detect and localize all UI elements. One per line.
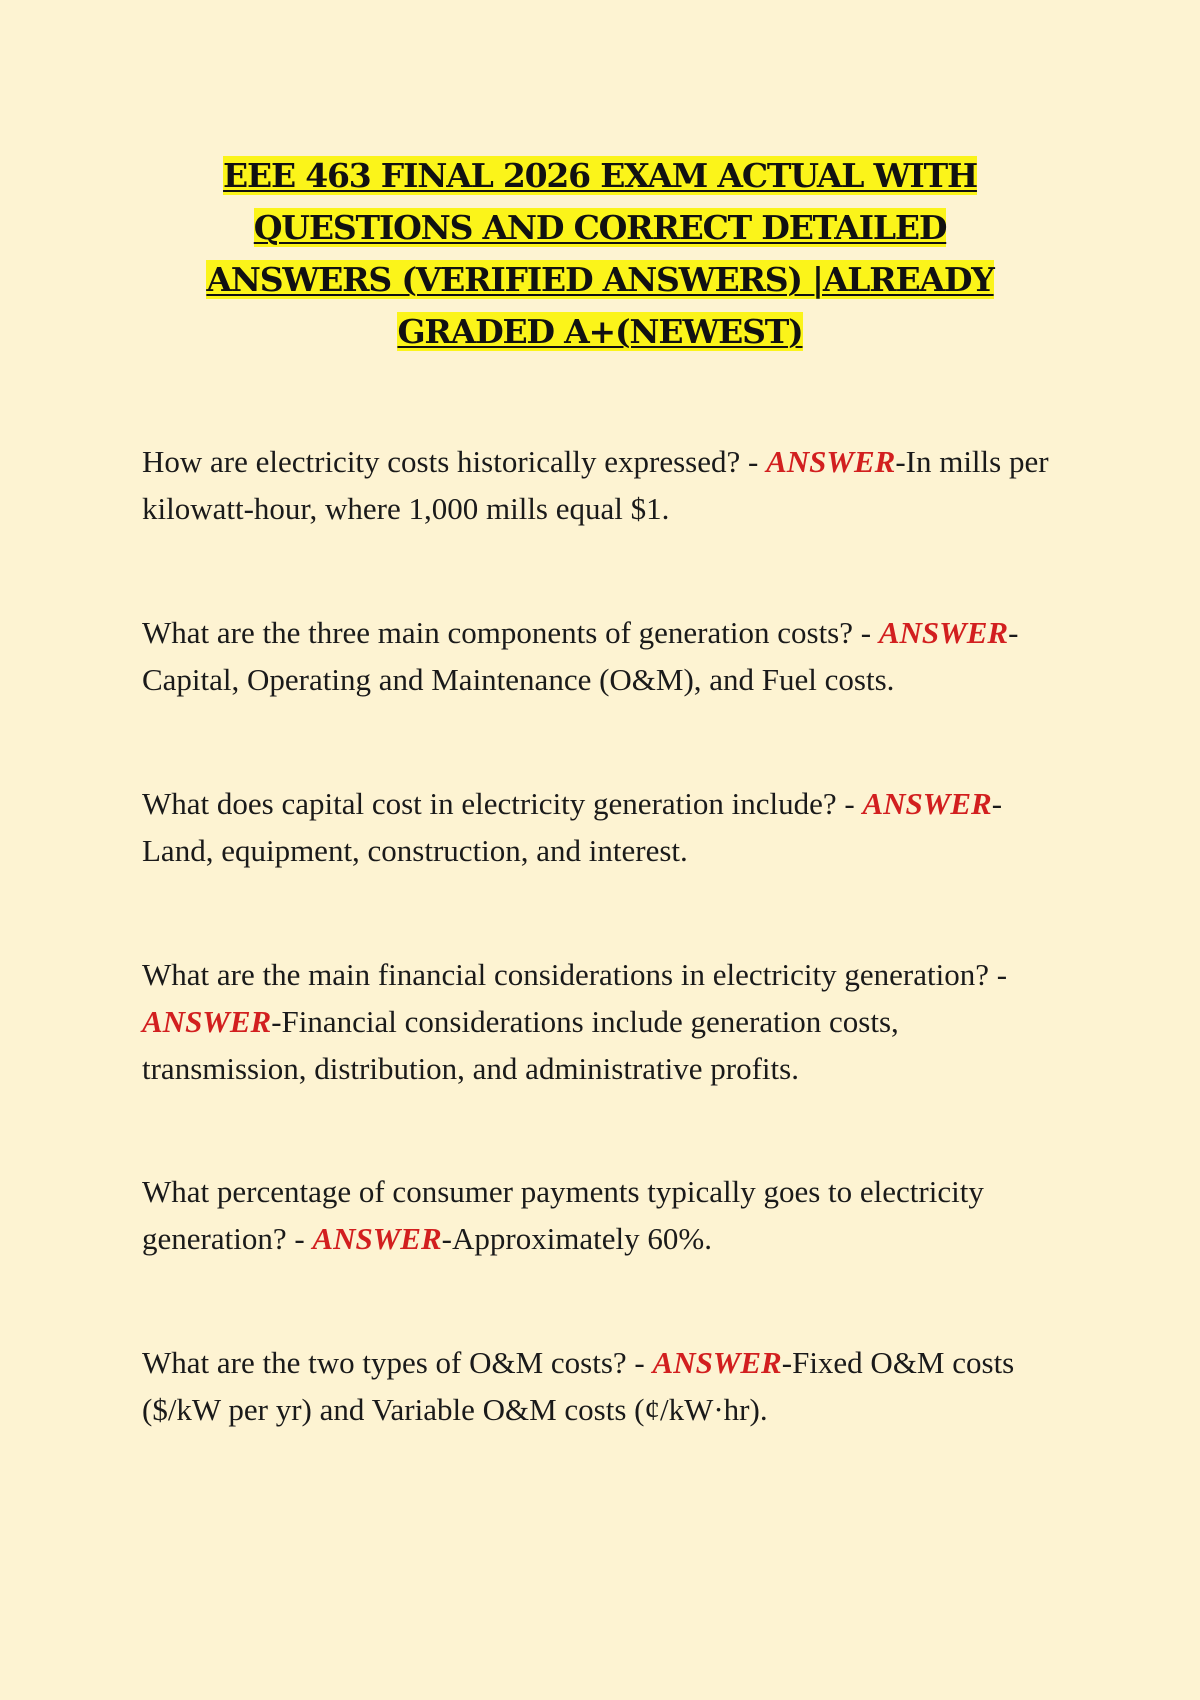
question-text: What are the two types of O&M costs? - [142, 1345, 653, 1380]
answer-label: ANSWER [312, 1221, 442, 1256]
answer-text: -Financial considerations include generation costs, transmission, distribution, and administrative profits. [142, 1004, 899, 1086]
answer-text: -Land, equipment, construction, and interest. [142, 786, 1003, 868]
answer-text: -Approximately 60%. [441, 1221, 712, 1256]
answer-text: -Fixed O&M costs ($/kW per yr) and Variable O&M costs (¢/kW·hr). [142, 1345, 1015, 1427]
answer-label: ANSWER [766, 444, 896, 479]
qa-item [142, 1339, 1062, 1433]
qa-item [142, 951, 1062, 1092]
title-line: EEE 463 FINAL 2026 EXAM ACTUAL WITH [223, 156, 977, 195]
answer-text: -Capital, Operating and Maintenance (O&M), and Fuel costs. [142, 615, 1019, 697]
question-text: What percentage of consumer payments typically goes to electricity generation? - [142, 1174, 984, 1256]
qa-item [142, 438, 1062, 532]
qa-item [142, 1168, 1062, 1262]
answer-text: -In mills per kilowatt-hour, where 1,000 mills equal $1. [142, 444, 1049, 526]
qa-item [142, 609, 1062, 703]
question-text: What does capital cost in electricity generation include? - [142, 786, 863, 821]
question-text: How are electricity costs historically expressed? - [142, 444, 767, 479]
qa-item [142, 780, 1062, 874]
answer-label: ANSWER [878, 615, 1009, 650]
title-line: GRADED A+(NEWEST) [397, 312, 803, 351]
title-line: QUESTIONS AND CORRECT DETAILED [253, 208, 947, 247]
document-title [140, 150, 1060, 358]
question-text: What are the three main components of generation costs? - [142, 615, 879, 650]
answer-label: ANSWER [652, 1345, 782, 1380]
answer-label: ANSWER [142, 1004, 272, 1039]
answer-label: ANSWER [862, 786, 992, 821]
title-line: ANSWERS (VERIFIED ANSWERS) |ALREADY [206, 260, 994, 299]
question-text: What are the main financial considerations in electricity generation? - [142, 957, 1008, 992]
